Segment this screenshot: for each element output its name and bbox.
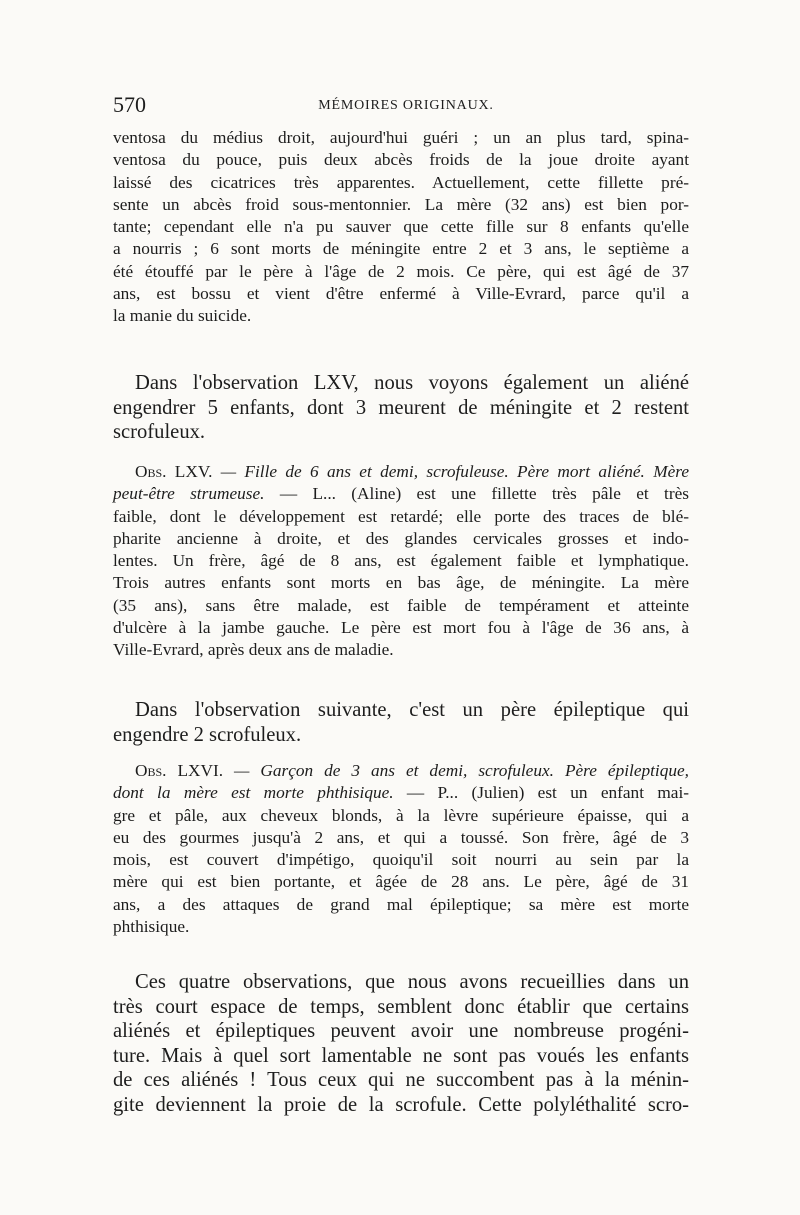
obs-label: Obs. LXV. bbox=[135, 462, 213, 481]
text-line bbox=[113, 782, 689, 804]
text-line: a nourris ; 6 sont morts de méningite entre 2 et 3 ans, le septième a bbox=[113, 239, 689, 259]
obs-title-cont: dont la mère est morte phthisique. bbox=[113, 783, 394, 803]
text-line: Trois autres enfants sont morts en bas âge, de méningite. La mère bbox=[113, 573, 689, 593]
obs-title: — Garçon de 3 ans et demi, scrofuleux. Père épileptique, bbox=[223, 761, 690, 780]
running-title: MÉMOIRES ORIGINAUX. bbox=[318, 98, 494, 113]
text-line: Ces quatre observations, que nous avons recueillies dans un bbox=[135, 971, 689, 993]
paragraph-intro-obs-65 bbox=[113, 371, 689, 445]
text-line: scrofuleux. bbox=[113, 421, 206, 443]
text-line: faible, dont le développement est retardé; elle porte des traces de blé- bbox=[113, 506, 689, 526]
text-line: sente un abcès froid sous-mentonnier. La mère (32 ans) est bien por- bbox=[113, 194, 689, 214]
text-line: ventosa du pouce, puis deux abcès froids de la joue droite ayant bbox=[113, 150, 689, 170]
paragraph-continuation bbox=[113, 127, 689, 328]
text-line: Ville-Evrard, après deux ans de maladie. bbox=[113, 640, 394, 660]
text-line: ture. Mais à quel sort lamentable ne sont pas voués les enfants bbox=[113, 1044, 689, 1067]
text-line: la manie du suicide. bbox=[113, 306, 252, 326]
paragraph-conclusion bbox=[113, 970, 689, 1117]
text-line: de ces aliénés ! Tous ceux qui ne succombent pas à la ménin- bbox=[113, 1069, 689, 1091]
text-line: mère qui est bien portante, et âgée de 28 ans. Le père, âgé de 31 bbox=[113, 872, 689, 892]
text-line bbox=[113, 483, 689, 505]
obs-label: Obs. LXVI. bbox=[135, 761, 224, 780]
text-line: laissé des cicatrices très apparentes. Actuellement, cette fillette pré- bbox=[113, 172, 689, 192]
text-line: phthisique. bbox=[113, 917, 190, 937]
obs-title-cont: peut-être strumeuse. bbox=[113, 484, 265, 504]
obs-text: — L... (Aline) est une fillette très pâle et très bbox=[264, 484, 690, 504]
text-line: engendre 2 scrofuleux. bbox=[113, 723, 302, 746]
text-line: aliénés et épileptiques peuvent avoir une nombreuse progéni- bbox=[113, 1020, 689, 1042]
text-line: Dans l'observation suivante, c'est un père épileptique qui bbox=[135, 699, 689, 721]
text-line: gre et pâle, aux cheveux blonds, à la lèvre supérieure épaisse, qui a bbox=[113, 805, 689, 825]
page-header bbox=[113, 92, 689, 122]
text-line: ans, est bossu et vient d'être enfermé à Ville-Evrard, parce qu'il a bbox=[113, 284, 689, 304]
text-line: pharite ancienne à droite, et des glandes cervicales grosses et indo- bbox=[113, 528, 689, 548]
text-line: gite deviennent la proie de la scrofule. Cette polyléthalité scro- bbox=[113, 1093, 689, 1116]
text-line: (35 ans), sans être malade, est faible de tempérament et atteinte bbox=[113, 595, 689, 615]
text-line: Dans l'observation LXV, nous voyons également un aliéné bbox=[135, 372, 689, 394]
observation-lxvi bbox=[113, 760, 689, 938]
paragraph-intro-obs-66 bbox=[113, 698, 689, 747]
text-line: eu des gourmes jusqu'à 2 ans, et qui a toussé. Son frère, âgé de 3 bbox=[113, 827, 689, 847]
obs-heading-line bbox=[113, 461, 689, 483]
text-line: d'ulcère à la jambe gauche. Le père est mort fou à l'âge de 36 ans, à bbox=[113, 618, 689, 638]
text-line: ventosa du médius droit, aujourd'hui guéri ; un an plus tard, spina- bbox=[113, 128, 689, 147]
observation-lxv bbox=[113, 461, 689, 662]
obs-title: — Fille de 6 ans et demi, scrofuleuse. Père mort aliéné. Mère bbox=[212, 462, 690, 481]
text-line: ans, a des attaques de grand mal épileptique; sa mère est morte bbox=[113, 894, 689, 914]
text-line: très court espace de temps, semblent donc établir que certains bbox=[113, 995, 689, 1018]
text-line: lentes. Un frère, âgé de 8 ans, est également faible et lymphatique. bbox=[113, 551, 689, 571]
page-number: 570 bbox=[113, 92, 146, 117]
text-line: tante; cependant elle n'a pu sauver que cette fille sur 8 enfants qu'elle bbox=[113, 217, 689, 237]
obs-text: — P... (Julien) est un enfant mai- bbox=[393, 783, 689, 803]
text-line: mois, est couvert d'impétigo, quoiqu'il soit nourri au sein par la bbox=[113, 850, 689, 870]
obs-heading-line bbox=[113, 760, 689, 782]
text-line: été étouffé par le père à l'âge de 2 mois. Ce père, qui est âgé de 37 bbox=[113, 261, 689, 281]
text-line: engendrer 5 enfants, dont 3 meurent de méningite et 2 restent bbox=[113, 396, 689, 419]
